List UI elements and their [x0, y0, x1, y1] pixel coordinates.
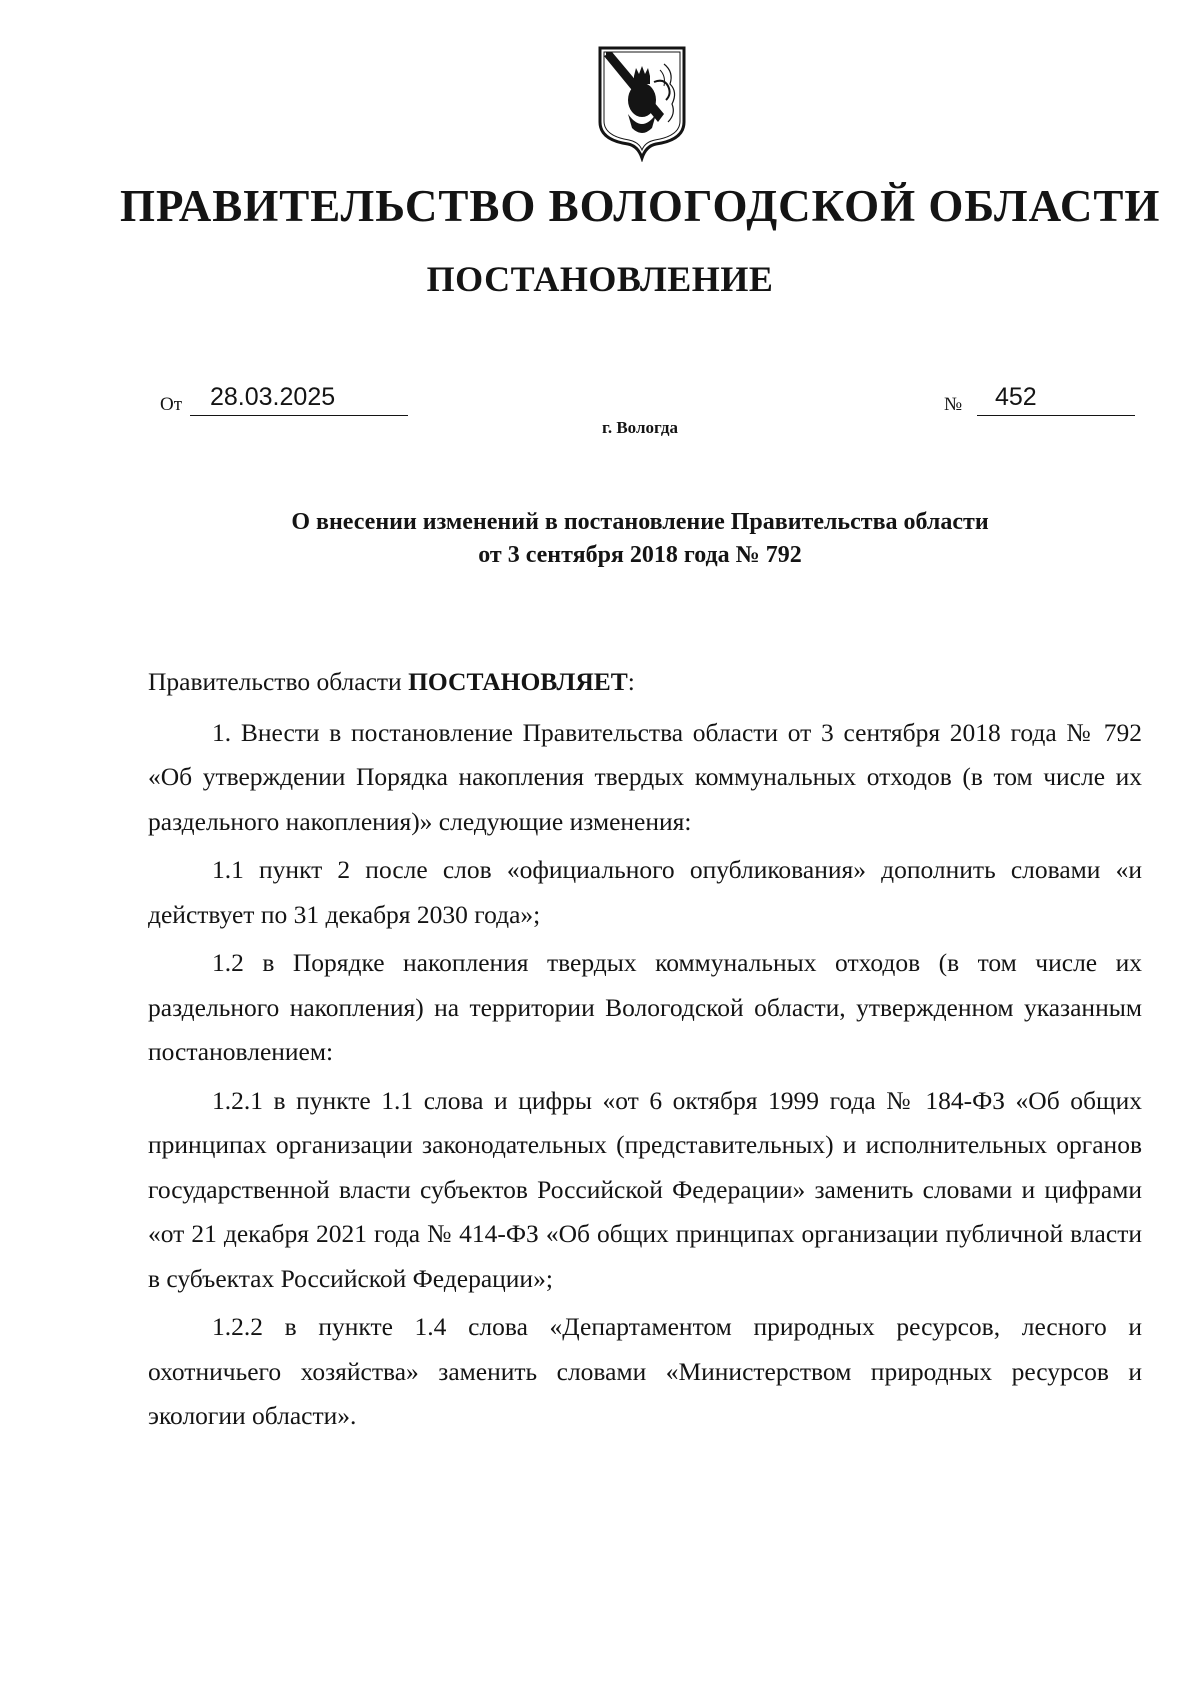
intro-verb: ПОСТАНОВЛЯЕТ: [408, 667, 628, 696]
intro-suffix: :: [627, 667, 635, 696]
document-body: [148, 660, 1142, 1439]
paragraph-item-1-1: 1.1 пункт 2 после слов «официального опубликования» дополнить словами «и действует по 31 декабря 2030 года»;: [148, 855, 1142, 929]
date-label: От: [160, 394, 183, 415]
paragraph-item-1-2-2: 1.2.2 в пункте 1.4 слова «Департаментом природных ресурсов, лесного и охотничьего хозяйства» заменить словами «Министерством природных ресурсов и экологии области».: [148, 1312, 1142, 1430]
number-text: 452: [995, 383, 1037, 411]
number-label: №: [944, 394, 963, 415]
document-subject: [150, 506, 1130, 572]
subject-line-2: от 3 сентября 2018 года № 792: [478, 542, 802, 568]
intro-prefix: Правительство области: [148, 667, 409, 696]
paragraph-item-1-2: 1.2 в Порядке накопления твердых коммунальных отходов (в том числе их раздельного накопления) на территории Вологодской области, утвержденном указанным постановлением:: [148, 948, 1142, 1066]
coat-of-arms-icon: [594, 42, 690, 162]
subject-line-1: О внесении изменений в постановление Правительства области: [291, 509, 989, 535]
document-number: [977, 384, 1135, 416]
document-date: [190, 384, 408, 416]
organization-name: ПРАВИТЕЛЬСТВО ВОЛОГОДСКОЙ ОБЛАСТИ: [120, 181, 1161, 231]
resolution-intro: [148, 660, 1142, 705]
date-text: 28.03.2025: [210, 383, 336, 411]
paragraph-item-1: 1. Внести в постановление Правительства области от 3 сентября 2018 года № 792 «Об утверждении Порядка накопления твердых коммунальных отходов (в том числе их раздельного накопления)» следующие изменения:: [148, 717, 1142, 836]
city: г. Вологда: [602, 418, 678, 437]
paragraph-item-1-2-1: 1.2.1 в пункте 1.1 слова и цифры «от 6 октября 1999 года № 184-ФЗ «Об общих принципах организации законодательных (представительных) и исполнительных органов государственной власти субъектов Российской Федерации» заменить словами и цифрами «от 21 декабря 2021 года № 414-ФЗ «Об общих принципах организации публичной власти в субъектах Российской Федерации»;: [148, 1085, 1142, 1293]
document-type: ПОСТАНОВЛЕНИЕ: [426, 259, 774, 299]
